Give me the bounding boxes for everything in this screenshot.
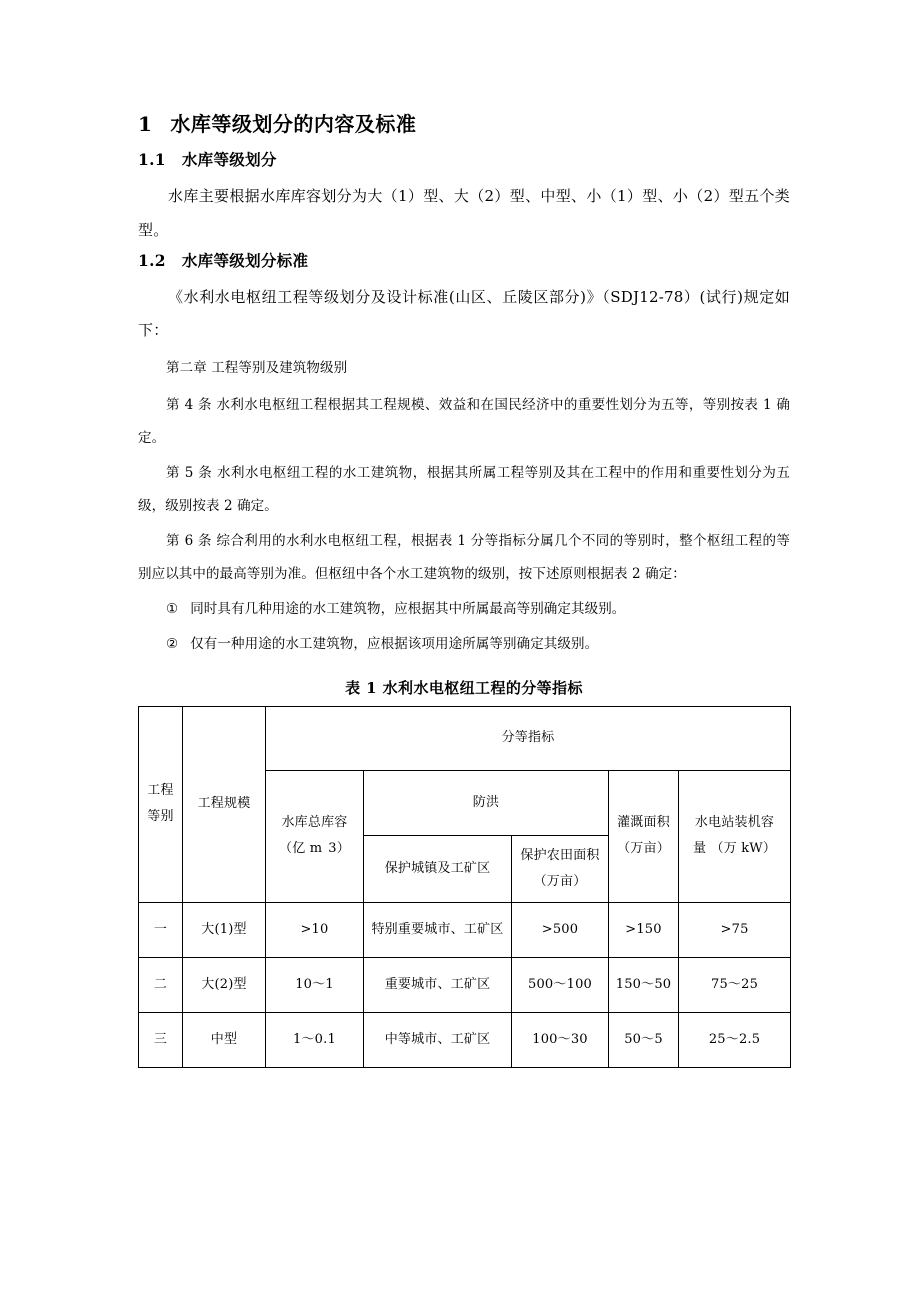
cell-power: >75: [679, 902, 791, 957]
paragraph-chapter-two: 第二章 工程等别及建筑物级别: [166, 359, 348, 376]
header-cell-irrigation-area: 灌溉面积 （万亩）: [609, 770, 679, 902]
cell-irrigation: 50～5: [609, 1012, 679, 1067]
subsection-number: 1.1: [138, 150, 166, 169]
document-content: [138, 112, 790, 1068]
cell-capacity: >10: [266, 902, 364, 957]
section-number: 1: [138, 112, 153, 136]
cell-capacity: 1～0.1: [266, 1012, 364, 1067]
cell-scale: 大(2)型: [183, 957, 266, 1012]
cell-protect-farmland: >500: [512, 902, 609, 957]
header-cell-engineering-grade: 工程 等别: [139, 706, 183, 902]
table-caption: 表 1 水利水电枢纽工程的分等指标: [345, 678, 583, 697]
header-cell-engineering-scale: 工程规模: [183, 706, 266, 902]
cell-capacity: 10～1: [266, 957, 364, 1012]
list-item-text: 同时具有几种用途的水工建筑物，应根据其中所属最高等别确定其级别。: [190, 600, 626, 617]
cell-scale: 中型: [183, 1012, 266, 1067]
header-cell-grading-indicators: 分等指标: [266, 706, 791, 770]
cell-protect-city: 重要城市、工矿区: [364, 957, 512, 1012]
list-marker: ②: [166, 635, 179, 652]
table-row: [139, 957, 791, 1012]
header-cell-total-capacity: 水库总库容 （亿 m 3）: [266, 770, 364, 902]
subsection-title: 水库等级划分: [181, 150, 277, 169]
header-cell-protect-farmland: 保护农田面积 （万亩）: [512, 835, 609, 902]
subsection-heading-1-1: [138, 150, 790, 169]
cell-grade: 二: [139, 957, 183, 1012]
subsection-title: 水库等级划分标准: [181, 251, 309, 271]
paragraph-standard-citation: 《水利水电枢纽工程等级划分及设计标准(山区、丘陵区部分)》（SDJ12-78）(试行)规定如下：: [138, 287, 790, 339]
header-cell-hydropower-capacity: 水电站装机容 量 （万 kW）: [679, 770, 791, 902]
paragraph-article-6: 第 6 条 综合利用的水利水电枢纽工程，根据表 1 分等指标分属几个不同的等别时，整个枢纽工程的等别应以其中的最高等别为准。但枢纽中各个水工建筑物的级别，按下述原则根据表 2 确定：: [138, 532, 790, 582]
cell-grade: 三: [139, 1012, 183, 1067]
cell-protect-city: 中等城市、工矿区: [364, 1012, 512, 1067]
list-item: [138, 593, 790, 626]
cell-irrigation: >150: [609, 902, 679, 957]
cell-irrigation: 150～50: [609, 957, 679, 1012]
paragraph-article-4: 第 4 条 水利水电枢纽工程根据其工程规模、效益和在国民经济中的重要性划分为五等，等别按表 1 确定。: [138, 396, 790, 446]
table-row: [139, 902, 791, 957]
paragraph-article-5: 第 5 条 水利水电枢纽工程的水工建筑物，根据其所属工程等别及其在工程中的作用和重要性划分为五级，级别按表 2 确定。: [138, 464, 790, 514]
paragraph-reservoir-types: 水库主要根据水库库容划分为大（1）型、大（2）型、中型、小（1）型、小（2）型五个类型。: [138, 187, 790, 240]
cell-power: 25～2.5: [679, 1012, 791, 1067]
header-cell-flood-control: 防洪: [364, 770, 609, 835]
subsection-heading-1-2: [138, 251, 790, 270]
section-heading-1: [138, 112, 790, 136]
table-row: [139, 1012, 791, 1067]
list-item: [138, 628, 790, 661]
cell-protect-farmland: 500～100: [512, 957, 609, 1012]
cell-grade: 一: [139, 902, 183, 957]
cell-scale: 大(1)型: [183, 902, 266, 957]
table-grading-indicators: [138, 706, 791, 1068]
cell-power: 75～25: [679, 957, 791, 1012]
header-cell-protect-city: 保护城镇及工矿区: [364, 835, 512, 902]
list-item-text: 仅有一种用途的水工建筑物，应根据该项用途所属等别确定其级别。: [190, 635, 599, 652]
cell-protect-farmland: 100～30: [512, 1012, 609, 1067]
table-header-row-1: [139, 706, 791, 770]
section-title: 水库等级划分的内容及标准: [170, 112, 417, 136]
cell-protect-city: 特别重要城市、工矿区: [364, 902, 512, 957]
subsection-number: 1.2: [138, 251, 166, 271]
list-marker: ①: [166, 600, 179, 617]
